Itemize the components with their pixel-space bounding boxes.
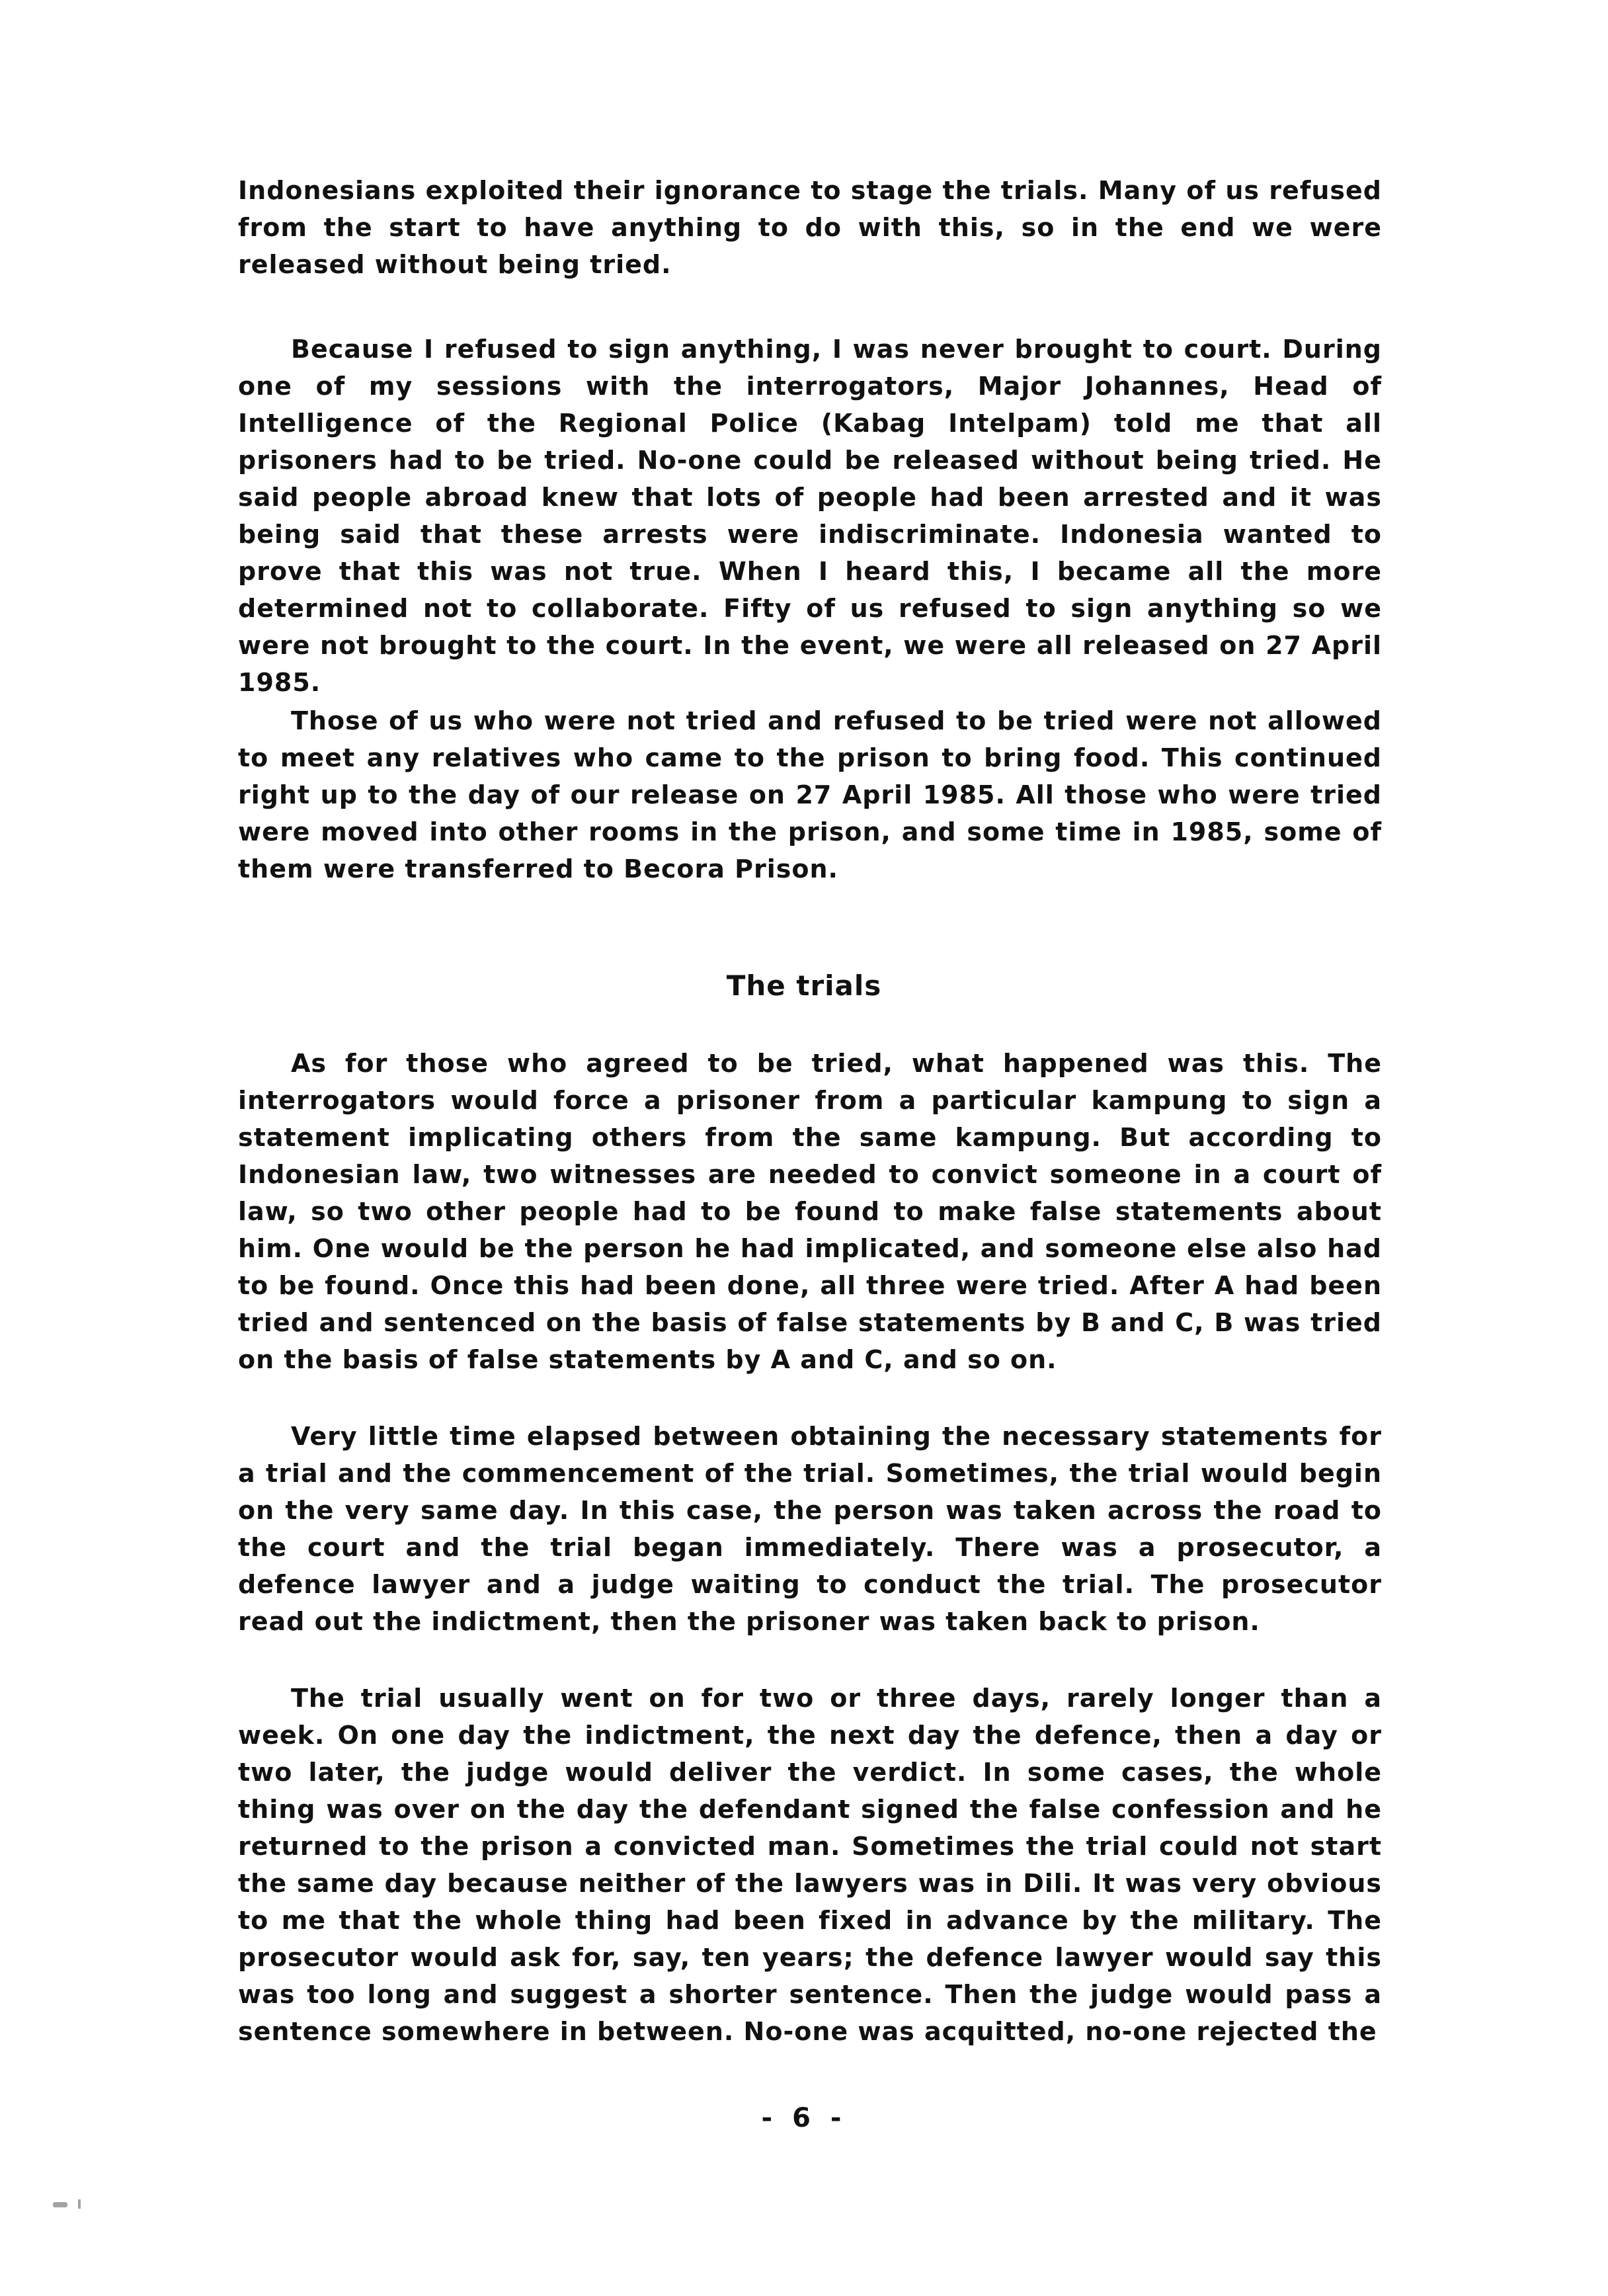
scan-smudge xyxy=(53,2202,67,2207)
page-number: - 6 - xyxy=(761,2103,847,2133)
paragraph-continuation: Indonesians exploited their ignorance to stage the trials. Many of us refused from the start to have anything to do with this, so in the end we were released without being tried. xyxy=(238,176,1382,279)
paragraph-refused-to-sign: Because I refused to sign anything, I was never brought to court. During one of my sessions with the interrogators, Major Johannes, Head of Intelligence of the Regional Police (Kabag Intelpam) told me that all prisoners had to be tried. No-one could be released without being tried. He said people abroad knew that lots of people had been arrested and it was being said that these arrests were indiscriminate. Indonesia wanted to prove that this was not true. When I heard this, I became all the more determined not to collaborate. Fifty of us refused to sign anything so we were not brought to the court. In the event, we were all released on 27 April 1985. xyxy=(238,335,1382,697)
paragraph-not-tried: Those of us who were not tried and refused to be tried were not allowed to meet any relatives who came to the prison to bring food. This continued right up to the day of our release on 27 April 1985. All those who were tried were moved into other rooms in the prison, and some time in 1985, some of them were transferred to Becora Prison. xyxy=(238,706,1382,883)
paragraph-trial-timing: Very little time elapsed between obtaining the necessary statements for a trial and the commencement of the trial. Sometimes, the trial would begin on the very same day. In this case, the person was taken across the road to the court and the trial began immediately. There was a prosecutor, a defence lawyer and a judge waiting to conduct the trial. The prosecutor read out the indictment, then the prisoner was taken back to prison. xyxy=(238,1422,1382,1636)
paragraph-trial-duration: The trial usually went on for two or three days, rarely longer than a week. On one day the indictment, the next day the defence, then a day or two later, the judge would deliver the verdict. In some cases, the whole thing was over on the day the defendant signed the false confession and he returned to the prison a convicted man. Sometimes the trial could not start the same day because neither of the lawyers was in Dili. It was very obvious to me that the whole thing had been fixed in advance by the military. The prosecutor would ask for, say, ten years; the defence lawyer would say this was too long and suggest a shorter sentence. Then the judge would pass a sentence somewhere in between. No-one was acquitted, no-one rejected the xyxy=(238,1684,1382,2046)
scan-smudge-mark xyxy=(78,2199,81,2209)
section-heading: The trials xyxy=(726,969,882,1002)
paragraph-trial-process: As for those who agreed to be tried, what happened was this. The interrogators would force a prisoner from a particular kampung to sign a statement implicating others from the same kampung. But according to Indonesian law, two witnesses are needed to convict someone in a court of law, so two other people had to be found to make false statements about him. One would be the person he had implicated, and someone else also had to be found. Once this had been done, all three were tried. After A had been tried and sentenced on the basis of false statements by B and C, B was tried on the basis of false statements by A and C, and so on. xyxy=(238,1049,1382,1374)
